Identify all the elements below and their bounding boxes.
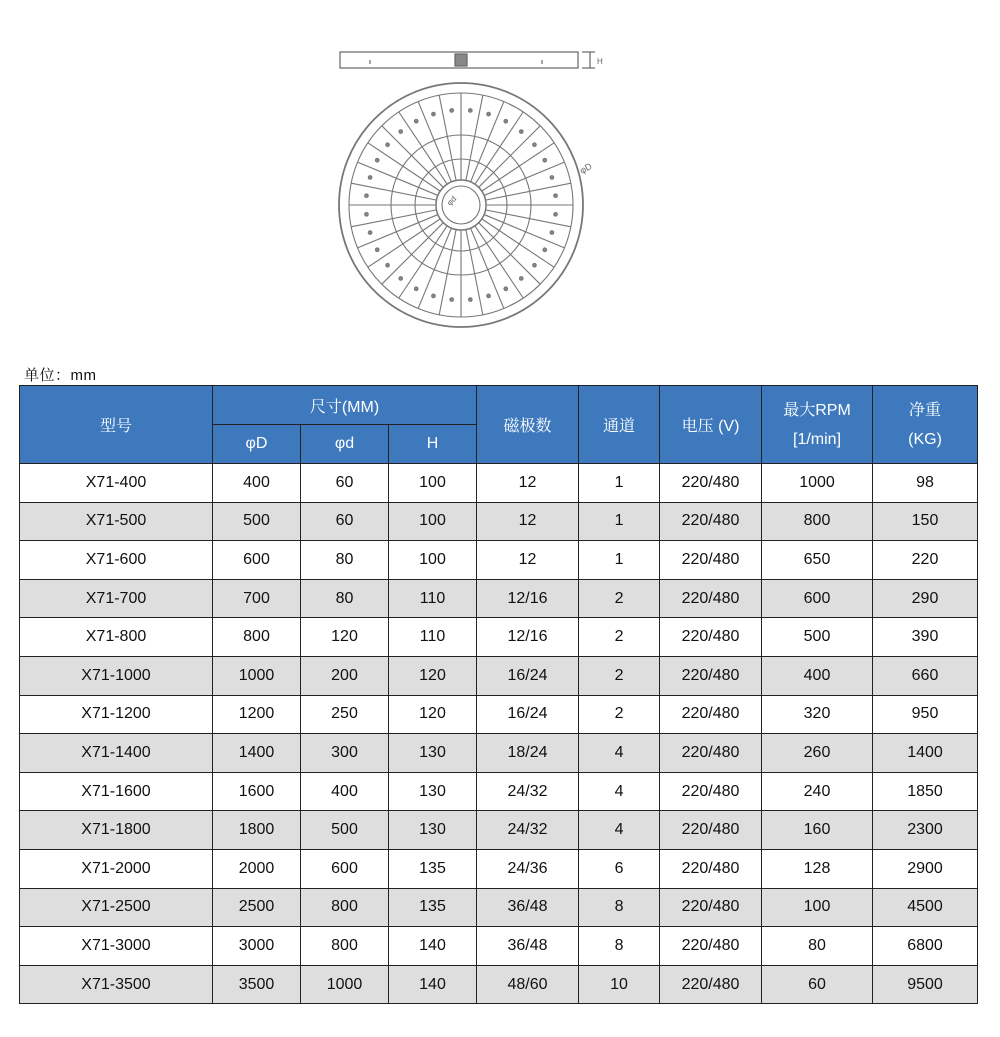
cell-max-rpm: 240 [762, 772, 873, 811]
header-inner-diameter: φd [301, 425, 389, 464]
cell-inner-diameter: 300 [301, 734, 389, 773]
bolt-hole [543, 158, 547, 162]
cell-channels: 10 [579, 965, 660, 1004]
cell-height: 130 [389, 811, 477, 850]
cell-voltage: 220/480 [660, 695, 762, 734]
cell-max-rpm: 400 [762, 656, 873, 695]
cell-voltage: 220/480 [660, 927, 762, 966]
cell-poles: 12 [477, 502, 579, 541]
table-row [20, 695, 978, 734]
cell-channels: 8 [579, 888, 660, 927]
cell-height: 100 [389, 464, 477, 503]
spoke [475, 226, 523, 298]
cell-outer-diameter: 3000 [213, 927, 301, 966]
bolt-hole [543, 248, 547, 252]
cell-poles: 48/60 [477, 965, 579, 1004]
cell-poles: 12 [477, 464, 579, 503]
cell-model: X71-500 [20, 502, 213, 541]
cell-model: X71-2000 [20, 849, 213, 888]
cell-poles: 36/48 [477, 927, 579, 966]
cell-max-rpm: 320 [762, 695, 873, 734]
cell-height: 140 [389, 965, 477, 1004]
bolt-hole [487, 294, 491, 298]
cell-outer-diameter: 700 [213, 579, 301, 618]
bolt-hole [469, 298, 473, 302]
cell-net-weight: 660 [873, 656, 978, 695]
cell-net-weight: 150 [873, 502, 978, 541]
cell-height: 120 [389, 656, 477, 695]
table-row [20, 502, 978, 541]
cell-net-weight: 2900 [873, 849, 978, 888]
plan-view [339, 83, 583, 327]
cell-inner-diameter: 1000 [301, 965, 389, 1004]
cell-outer-diameter: 3500 [213, 965, 301, 1004]
cell-inner-diameter: 250 [301, 695, 389, 734]
cell-outer-diameter: 1400 [213, 734, 301, 773]
cell-inner-diameter: 800 [301, 888, 389, 927]
inner-diameter-label: φd [445, 194, 459, 208]
table-row [20, 579, 978, 618]
bolt-hole [450, 298, 454, 302]
cell-height: 130 [389, 772, 477, 811]
cell-max-rpm: 650 [762, 541, 873, 580]
cell-net-weight: 9500 [873, 965, 978, 1004]
cell-height: 140 [389, 927, 477, 966]
table-row [20, 772, 978, 811]
cell-inner-diameter: 60 [301, 464, 389, 503]
cell-voltage: 220/480 [660, 579, 762, 618]
bolt-hole [554, 194, 558, 198]
header-weight [873, 386, 978, 464]
cell-max-rpm: 500 [762, 618, 873, 657]
cell-model: X71-400 [20, 464, 213, 503]
cell-net-weight: 220 [873, 541, 978, 580]
cell-voltage: 220/480 [660, 734, 762, 773]
cell-voltage: 220/480 [660, 502, 762, 541]
bolt-hole [450, 109, 454, 113]
cell-model: X71-2500 [20, 888, 213, 927]
bolt-hole [504, 119, 508, 123]
cell-poles: 12/16 [477, 579, 579, 618]
cell-outer-diameter: 500 [213, 502, 301, 541]
unit-label: 单位：mm [24, 367, 97, 384]
header-height: H [389, 425, 477, 464]
bolt-hole [519, 130, 523, 134]
header-channels: 通道 [579, 386, 660, 464]
spoke [382, 126, 444, 188]
cell-poles: 12/16 [477, 618, 579, 657]
bolt-hole [414, 287, 418, 291]
cell-model: X71-1000 [20, 656, 213, 695]
spoke [368, 143, 440, 191]
cell-outer-diameter: 2500 [213, 888, 301, 927]
cell-outer-diameter: 600 [213, 541, 301, 580]
header-poles: 磁极数 [477, 386, 579, 464]
bolt-hole [386, 143, 390, 147]
cell-channels: 4 [579, 772, 660, 811]
header-size-group: 尺寸(MM) [213, 386, 477, 425]
cell-channels: 2 [579, 656, 660, 695]
bolt-hole [550, 176, 554, 180]
spoke [399, 226, 447, 298]
cell-height: 130 [389, 734, 477, 773]
cell-height: 110 [389, 579, 477, 618]
cell-voltage: 220/480 [660, 849, 762, 888]
cell-outer-diameter: 1000 [213, 656, 301, 695]
cell-model: X71-1600 [20, 772, 213, 811]
cell-max-rpm: 100 [762, 888, 873, 927]
cell-max-rpm: 128 [762, 849, 873, 888]
cell-inner-diameter: 800 [301, 927, 389, 966]
outer-diameter-label: φD [578, 160, 594, 176]
bolt-hole [414, 119, 418, 123]
bolt-hole [550, 231, 554, 235]
cell-channels: 4 [579, 811, 660, 850]
cell-net-weight: 1400 [873, 734, 978, 773]
bolt-hole [554, 213, 558, 217]
spoke [368, 219, 440, 267]
table-row [20, 811, 978, 850]
cell-channels: 2 [579, 618, 660, 657]
bolt-hole [519, 277, 523, 281]
cell-poles: 24/36 [477, 849, 579, 888]
bolt-hole [375, 158, 379, 162]
height-label: H [597, 57, 603, 66]
technical-drawing [320, 40, 610, 335]
cell-max-rpm: 60 [762, 965, 873, 1004]
spoke [482, 143, 554, 191]
table-row [20, 965, 978, 1004]
cell-model: X71-1800 [20, 811, 213, 850]
cell-height: 100 [389, 502, 477, 541]
bolt-hole [368, 231, 372, 235]
cell-height: 110 [389, 618, 477, 657]
cell-max-rpm: 160 [762, 811, 873, 850]
side-view [340, 52, 595, 68]
cell-inner-diameter: 400 [301, 772, 389, 811]
spoke [382, 223, 444, 285]
cell-model: X71-3500 [20, 965, 213, 1004]
cell-max-rpm: 80 [762, 927, 873, 966]
cell-net-weight: 390 [873, 618, 978, 657]
cell-height: 100 [389, 541, 477, 580]
cell-voltage: 220/480 [660, 772, 762, 811]
table-row [20, 888, 978, 927]
cell-net-weight: 290 [873, 579, 978, 618]
cell-inner-diameter: 80 [301, 579, 389, 618]
cell-net-weight: 6800 [873, 927, 978, 966]
cell-max-rpm: 800 [762, 502, 873, 541]
cell-voltage: 220/480 [660, 541, 762, 580]
cell-voltage: 220/480 [660, 618, 762, 657]
cell-channels: 1 [579, 541, 660, 580]
cell-net-weight: 1850 [873, 772, 978, 811]
table-row [20, 618, 978, 657]
table-row [20, 734, 978, 773]
header-weight-line2: (KG) [908, 430, 942, 448]
cell-model: X71-800 [20, 618, 213, 657]
cell-height: 135 [389, 849, 477, 888]
cell-poles: 24/32 [477, 772, 579, 811]
spoke [475, 112, 523, 184]
cell-model: X71-3000 [20, 927, 213, 966]
cell-net-weight: 4500 [873, 888, 978, 927]
table-row [20, 656, 978, 695]
table-row [20, 927, 978, 966]
cell-voltage: 220/480 [660, 888, 762, 927]
bolt-hole [487, 112, 491, 116]
spoke [399, 112, 447, 184]
bolt-hole [533, 143, 537, 147]
bolt-hole [375, 248, 379, 252]
table-row [20, 541, 978, 580]
bolt-hole [432, 294, 436, 298]
bolt-hole [533, 263, 537, 267]
cell-poles: 24/32 [477, 811, 579, 850]
bolt-hole [432, 112, 436, 116]
table-row [20, 464, 978, 503]
bolt-hole [399, 277, 403, 281]
cell-channels: 1 [579, 502, 660, 541]
header-rpm [762, 386, 873, 464]
cell-poles: 36/48 [477, 888, 579, 927]
bolt-hole [368, 176, 372, 180]
cell-outer-diameter: 800 [213, 618, 301, 657]
cell-model: X71-1400 [20, 734, 213, 773]
header-model: 型号 [20, 386, 213, 464]
cell-outer-diameter: 1600 [213, 772, 301, 811]
cell-poles: 16/24 [477, 695, 579, 734]
cell-channels: 2 [579, 579, 660, 618]
cell-inner-diameter: 200 [301, 656, 389, 695]
cell-channels: 1 [579, 464, 660, 503]
table-row [20, 849, 978, 888]
header-voltage: 电压 (V) [660, 386, 762, 464]
bolt-hole [399, 130, 403, 134]
cell-outer-diameter: 1800 [213, 811, 301, 850]
spoke [479, 223, 541, 285]
cell-max-rpm: 600 [762, 579, 873, 618]
cell-voltage: 220/480 [660, 656, 762, 695]
bolt-hole [469, 109, 473, 113]
cell-outer-diameter: 1200 [213, 695, 301, 734]
cell-poles: 18/24 [477, 734, 579, 773]
cell-voltage: 220/480 [660, 965, 762, 1004]
cell-net-weight: 950 [873, 695, 978, 734]
cell-poles: 12 [477, 541, 579, 580]
cell-inner-diameter: 600 [301, 849, 389, 888]
bolt-hole [386, 263, 390, 267]
cell-inner-diameter: 60 [301, 502, 389, 541]
cell-channels: 6 [579, 849, 660, 888]
cell-channels: 8 [579, 927, 660, 966]
spec-table [19, 385, 978, 1004]
header-rpm-line1: 最大RPM [783, 401, 851, 419]
cell-inner-diameter: 120 [301, 618, 389, 657]
spoke [482, 219, 554, 267]
cell-model: X71-700 [20, 579, 213, 618]
cell-max-rpm: 1000 [762, 464, 873, 503]
cell-poles: 16/24 [477, 656, 579, 695]
cell-voltage: 220/480 [660, 464, 762, 503]
cell-outer-diameter: 2000 [213, 849, 301, 888]
cell-net-weight: 2300 [873, 811, 978, 850]
cell-channels: 4 [579, 734, 660, 773]
header-weight-line1: 净重 [909, 401, 942, 419]
cell-outer-diameter: 400 [213, 464, 301, 503]
cell-model: X71-1200 [20, 695, 213, 734]
cell-channels: 2 [579, 695, 660, 734]
cell-inner-diameter: 80 [301, 541, 389, 580]
cell-height: 120 [389, 695, 477, 734]
cell-model: X71-600 [20, 541, 213, 580]
cell-voltage: 220/480 [660, 811, 762, 850]
header-outer-diameter: φD [213, 425, 301, 464]
spoke [479, 126, 541, 188]
bolt-hole [365, 213, 369, 217]
bolt-hole [504, 287, 508, 291]
header-rpm-line2: [1/min] [793, 430, 842, 448]
cell-inner-diameter: 500 [301, 811, 389, 850]
cell-height: 135 [389, 888, 477, 927]
cell-max-rpm: 260 [762, 734, 873, 773]
cell-net-weight: 98 [873, 464, 978, 503]
bolt-hole [365, 194, 369, 198]
